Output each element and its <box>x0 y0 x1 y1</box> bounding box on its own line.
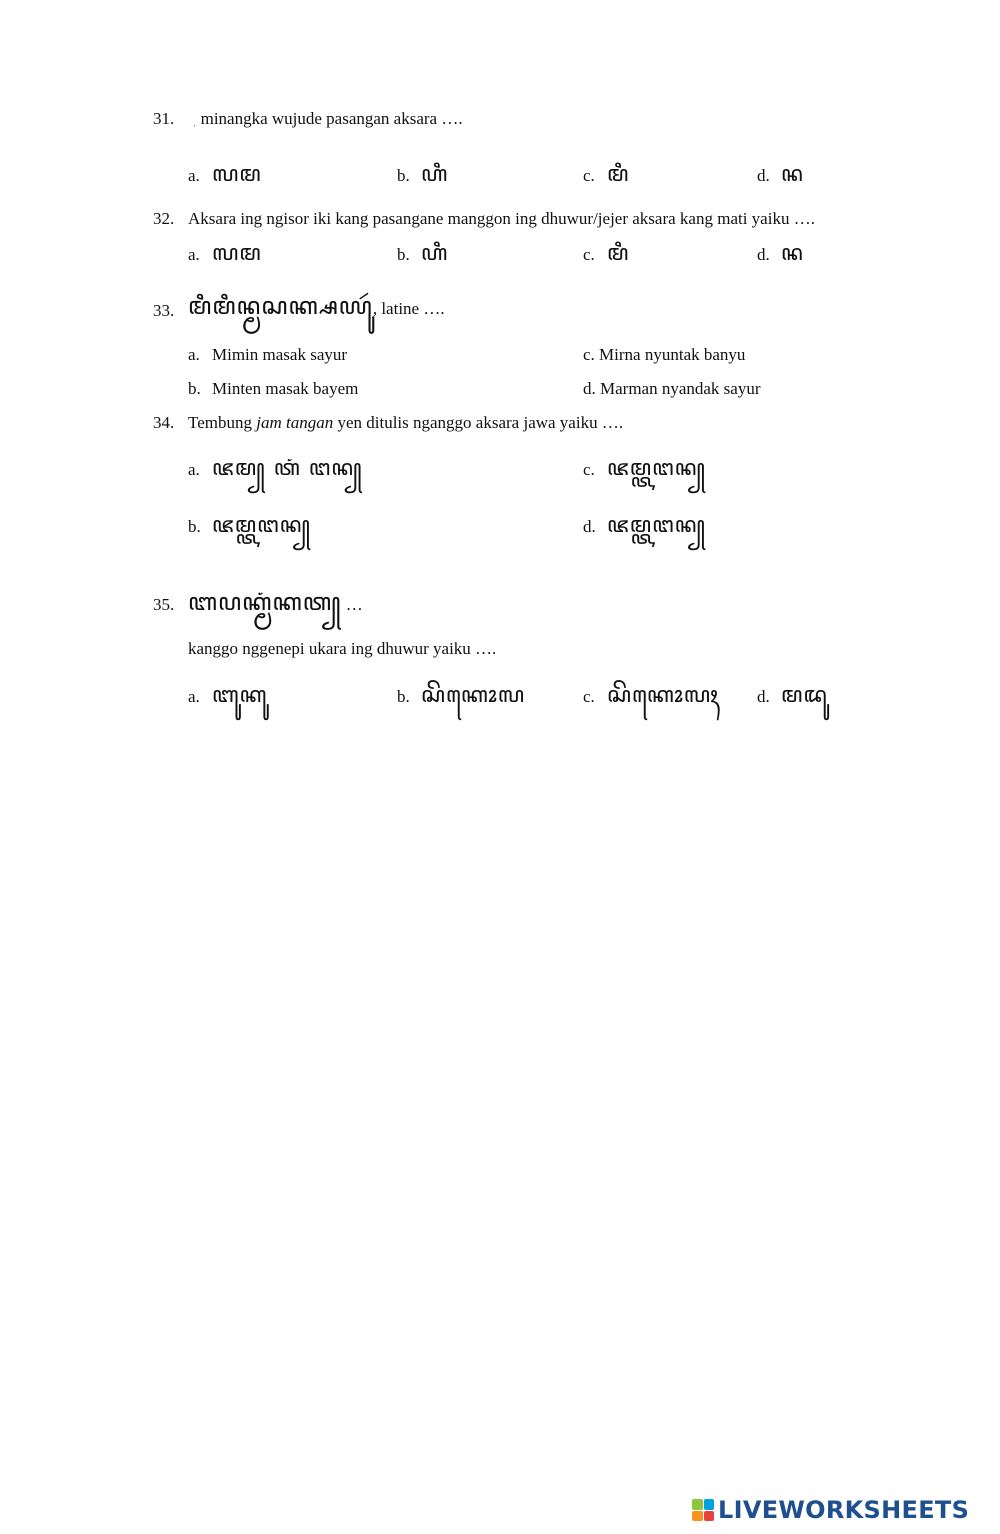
question-number: 31. <box>153 109 175 128</box>
italic-phrase: jam tangan <box>256 413 334 432</box>
q34-option-d[interactable]: d. ꦗꦩ꧀ꦠꦔꦤ꧀ <box>583 513 706 538</box>
q31-option-a[interactable]: a. ꦭꦩ <box>188 162 262 187</box>
javanese-sentence: ꦩꦶꦩꦶꦤ꧀ꦩꦱꦏ꧀ꦱꦪꦸꦂ <box>188 292 373 320</box>
question-34-text: Tembung jam tangan yen ditulis nganggo aksara jawa yaiku …. <box>188 413 624 432</box>
question-number: 32. <box>153 209 175 228</box>
liveworksheets-grid-icon <box>692 1499 714 1521</box>
question-number: 35. <box>153 595 175 614</box>
q34-option-c[interactable]: c. ꦗꦩ꧀ꦠꦔꦤ꧀ <box>583 456 706 481</box>
question-32-text <box>188 210 815 227</box>
q32-option-d[interactable]: d. ꦤ <box>757 241 804 266</box>
q32-option-b[interactable]: b. ꦲꦶ <box>397 241 449 266</box>
question-number: 34. <box>153 413 175 432</box>
question-35-text <box>188 590 363 614</box>
question-31-text <box>193 110 463 127</box>
question-33 <box>153 302 174 319</box>
question-35-subtext: kanggo nggenepi ukara ing dhuwur yaiku …. <box>188 639 497 658</box>
q33-option-b[interactable]: b. Minten masak bayem <box>188 379 359 398</box>
q33-option-d[interactable]: d. Marman nyandak sayur <box>583 379 761 398</box>
q35-option-b[interactable]: b. ꦱꦼꦏꦺꦴꦭ <box>397 683 526 708</box>
q35-option-d[interactable]: d. ꦩꦢꦸ <box>757 683 828 708</box>
question-suffix: , latine …. <box>372 299 445 318</box>
question-32 <box>153 210 174 227</box>
question-text: Aksara ing ngisor iki kang pasangane manggon ing dhuwur/jejer aksara kang mati yaiku …. <box>188 209 815 228</box>
question-31 <box>153 110 174 127</box>
javanese-sentence: ꦧꦥꦏ꧀ꦩꦁꦏꦠ꧀ <box>188 588 342 616</box>
pasangan-mark: ˌ <box>193 116 197 127</box>
question-number: 33. <box>153 301 175 320</box>
q35-option-c[interactable]: c. ꦱꦼꦏꦺꦴꦭꦃ <box>583 683 719 708</box>
q34-option-b[interactable]: b. ꦗꦩ꧀ꦠꦔꦤ꧀ <box>188 513 311 538</box>
q32-option-a[interactable]: a. ꦭꦩ <box>188 241 262 266</box>
q31-option-c[interactable]: c. ꦩꦶ <box>583 162 630 187</box>
q33-option-a[interactable]: a. Mimin masak sayur <box>188 345 348 364</box>
q35-option-a[interactable]: a. ꦧꦸꦏꦸ <box>188 683 268 708</box>
q33-option-c[interactable]: c. Mirna nyuntak banyu <box>583 345 746 364</box>
question-text: minangka wujude pasangan aksara …. <box>200 109 463 128</box>
question-35 <box>153 596 174 613</box>
logo-text: LIVEWORKSHEETS <box>718 1496 970 1524</box>
question-34 <box>153 414 174 431</box>
q34-option-a[interactable]: a. ꦗꦩ꧀ ꦠꦁ ꦔꦤ꧀ <box>188 456 363 481</box>
liveworksheets-logo[interactable] <box>692 1496 969 1524</box>
q31-option-d[interactable]: d. ꦤ <box>757 162 804 187</box>
q32-option-c[interactable]: c. ꦩꦶ <box>583 241 630 266</box>
question-suffix: … <box>345 595 363 614</box>
q31-option-b[interactable]: b. ꦲꦶ <box>397 162 449 187</box>
question-33-text <box>188 294 445 318</box>
